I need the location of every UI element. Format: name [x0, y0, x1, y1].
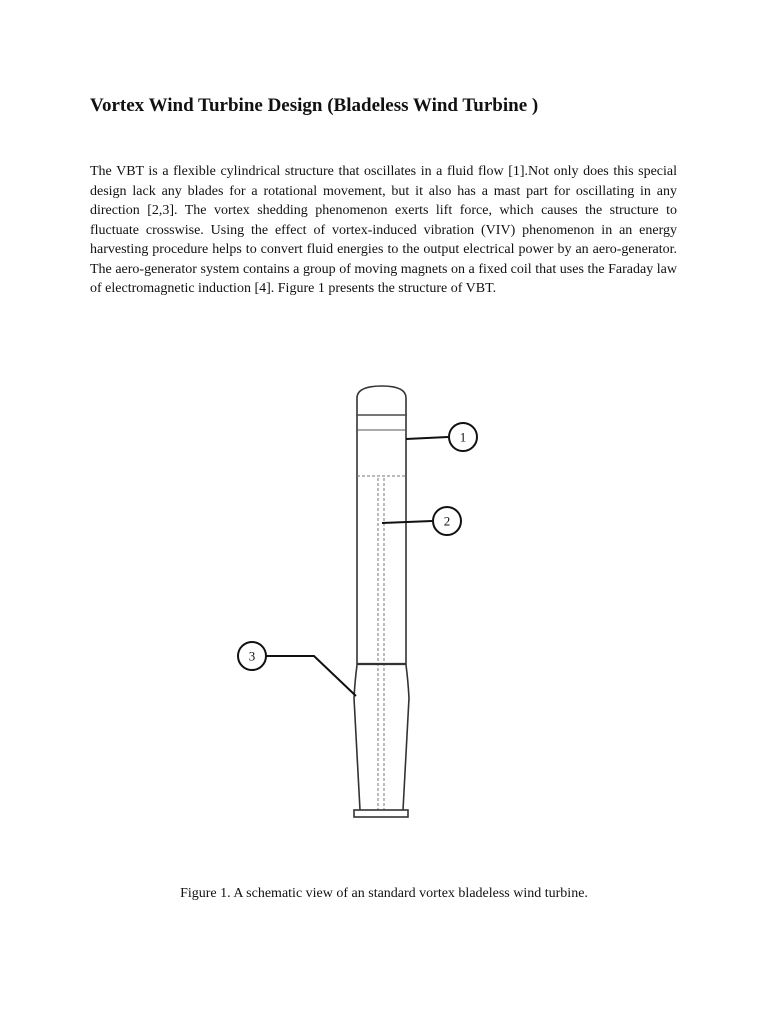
callout-1-label: 1	[459, 429, 467, 445]
callout-3-label: 3	[248, 648, 256, 664]
turbine-schematic	[200, 380, 520, 820]
base-right-edge	[403, 665, 409, 810]
foot-plate	[354, 810, 408, 817]
base-left-edge	[354, 665, 360, 810]
callout-1-leader	[406, 437, 448, 439]
body-paragraph: The VBT is a flexible cylindrical structure that oscillates in a fluid flow [1].Not only does this special design lack any blades for a rotational movement, but it also has a mast part for oscillating in any direction [2,3]. The vortex shedding phenomenon exerts lift force, which causes the structure to fluctuate crosswise. Using the effect of vortex-induced vibration (VIV) phenomenon in an energy harvesting procedure helps to convert fluid energies to the output electrical power by an aero-generator. The aero-generator system contains a group of moving magnets on a fixed coil that uses the Faraday law of electromagnetic induction [4]. Figure 1 presents the structure of VBT.	[90, 164, 677, 296]
callout-3-leader	[266, 656, 356, 696]
callout-2-label: 2	[443, 513, 451, 529]
turbine-cap	[357, 386, 406, 415]
callout-2-leader	[382, 521, 432, 523]
figure-caption: Figure 1. A schematic view of an standard vortex bladeless wind turbine.	[180, 886, 588, 901]
document-title: Vortex Wind Turbine Design (Bladeless Wind Turbine )	[90, 95, 539, 116]
